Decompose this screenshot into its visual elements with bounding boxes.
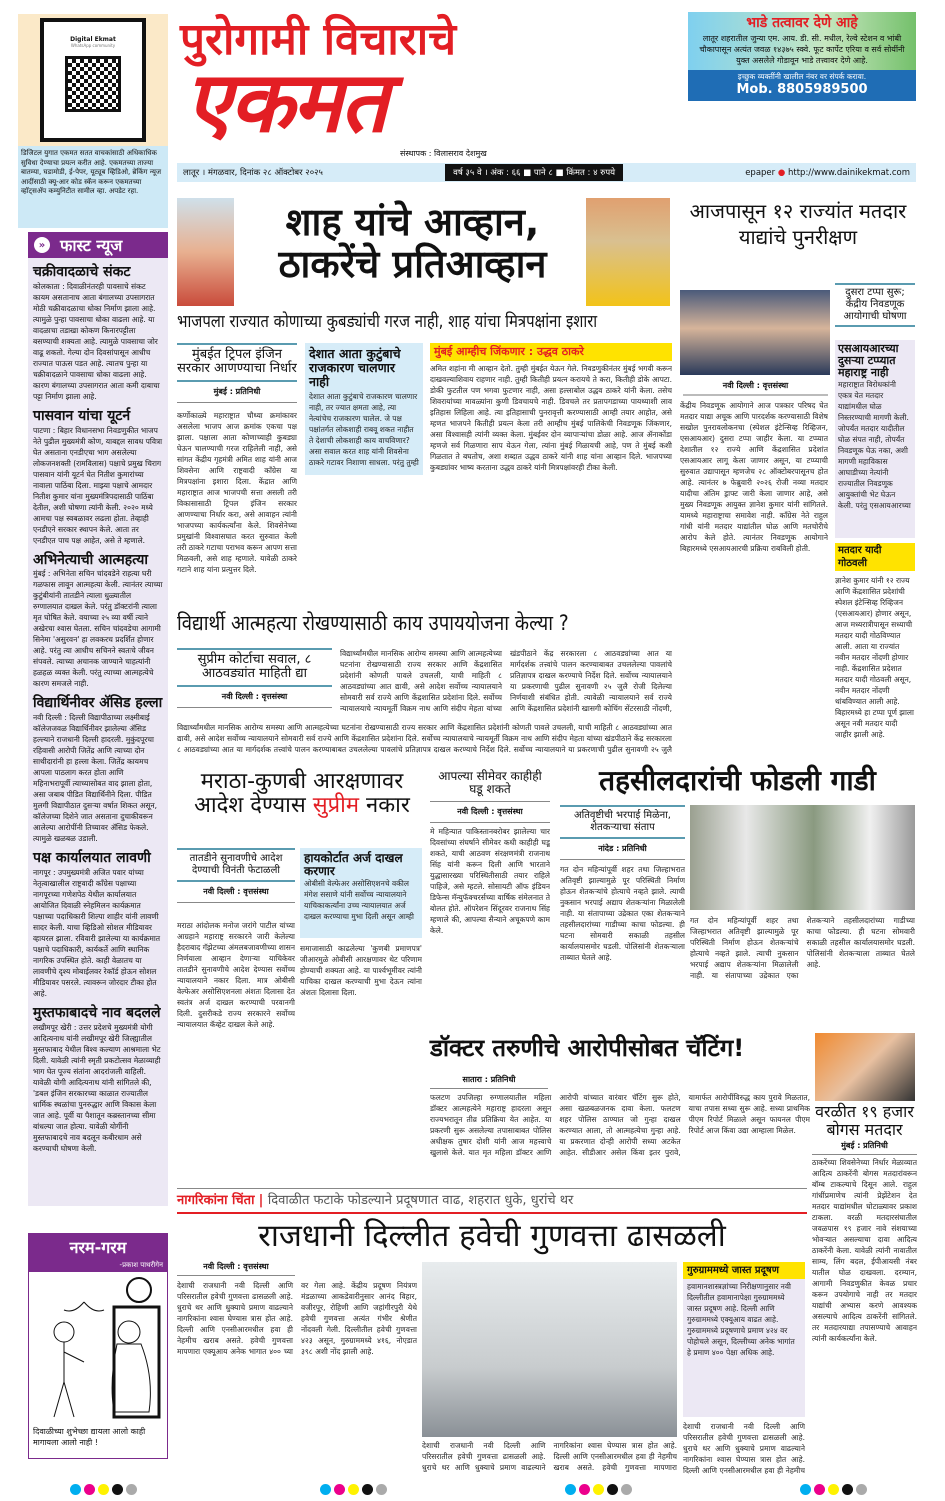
maratha-subhead: तातडीने सुनावणीचे आदेश देण्याची विनंती फेटाळली: [177, 848, 295, 882]
tahsildar-body-2: गत दोन महिन्यांपूर्वी शहर तथा जिल्हाभरात अतिवृष्टी झाल्यामुळे पूर परिस्थिती निर्माण होऊन शेतकऱ्यांचे होत्याचे नव्हते झाले. त्याची नुकसान भरपाई अद्याप शेतकऱ्यांना मिळालेली नाही. या संतापाच्या उद्रेकात एका शेतकऱ्याने तहसीलदारांच्या गाडीच्या काचा फोडल्या. ही घटना सोमवारी सकाळी तहसील कार्यालयासमोर घडली. पोलिसांनी शेतकऱ्याला ताब्यात घेतले आहे.: [690, 916, 915, 980]
student-subhead: सुप्रीम कोर्टाचा सवाल, ८ आठवड्यांत माहिती द्या: [177, 648, 332, 687]
maratha-headline-line1: मराठा-कुणबी आरक्षणावर: [200, 769, 404, 794]
sir-maharashtra-box: [835, 340, 915, 538]
border-dateline: नवी दिल्ली : वृत्तसंस्था: [430, 801, 550, 823]
gurugram-box: [683, 1262, 805, 1417]
sir-kicker: दुसरा टप्पा सुरू; केंद्रीय निवडणूक आयोगाची घोषणा: [835, 283, 915, 327]
news-item: [33, 264, 163, 402]
news-item-text: कोलकाता : दिवाळीनंतरही पावसाचे संकट कायम असतानाच आता बंगालच्या उपसागरात मोठी चक्रीवादळाचा धोका निर्माण झाला आहे. त्यामुळे पुन्हा पावसाचा धोका वाढला आहे. या वादळाचा तडाखा कोकण किनारपट्टीला बसण्याची शक्यता आहे. त्यामुळे पावसाचा जोर वाढू शकतो. गेल्या दोन दिवसांपासून आधीच राज्यात पाऊस पडत आहे. त्यातच पुन्हा या चक्रीवादळाने पावसाचा धोका वाढला आहे. कारण बंगालच्या उपसागरात आता कमी दाबाचा पट्टा निर्माण झाला आहे.: [33, 281, 160, 401]
strap-label: नागरिकांना चिंता: [177, 1193, 255, 1208]
ad-top: [688, 12, 916, 70]
story-triple-engine: [177, 343, 297, 403]
box-title: एसआयआरच्या दुसऱ्या टप्प्यात महाराष्ट्र नाही: [838, 342, 899, 380]
worli-story: [812, 1103, 917, 1443]
registration-marks: [70, 1484, 137, 1495]
maratha-body-2: समाजासाठी काढलेल्या 'कुणबी प्रमाणपत्र' जीआरमुळे ओबीसी आरक्षणावर थेट परिणाम होण्याची शक्यता आहे. या पार्श्वभूमीवर त्यांनी याचिका दाखल करण्याची मुभा देऊन त्यांना अंशतः दिलासा दिला.: [300, 944, 422, 997]
news-item: [33, 408, 163, 546]
pollution-body-3: देशाची राजधानी नवी दिल्ली आणि परिसरातील हवेची गुणवत्ता ढासळली आहे. धुराचे थर आणि धुक्याचे प्रमाण वाढल्याने नागरिकांना श्वास घेण्यास त्रास होत आहे. दिल्ली आणि एनसीआरमधील हवा ही नेहमीच: [683, 1422, 805, 1475]
qr-frame: [40, 18, 146, 142]
doctor-dateline: सातारा : प्रतिनिधी: [430, 1072, 548, 1089]
box-body: हवामानशास्त्रज्ञांच्या निरीक्षणानुसार नवी दिल्लीतील हवामानापेक्षा गुरुग्राममध्ये जास्त प्रदूषण आहे. दिल्ली आणि गुरुग्राममध्ये एक्यूआय वाढत आहे. गुरुग्राममध्ये प्रदूषणाचे प्रमाण ४२४ वर पोहोचले असून, दिल्लीच्या अनेक भागांत हे प्रमाण ४०० पेक्षा अधिक आहे.: [687, 1282, 795, 1357]
vandalised-car-photo: [690, 805, 915, 910]
news-item: [33, 552, 163, 690]
search-icon: ●: [777, 167, 786, 178]
box-title: हायकोर्टात अर्ज दाखल करणार: [304, 851, 403, 879]
sir-headline: आजपासून १२ राज्यांत मतदार याद्यांचे पुनरीक्षण: [689, 199, 907, 249]
worli-headline: वरळीत १९ हजार बोगस मतदार: [815, 1102, 914, 1139]
registration-marks: [800, 1484, 867, 1495]
qr-sub: WhatsApp community: [70, 43, 116, 48]
tahsildar-sub: [560, 805, 685, 1018]
student-body: विद्यार्थ्यांमधील मानसिक आरोग्य समस्या आणि आत्महत्येच्या घटनांना रोखण्यासाठी राज्य सरकार आणि केंद्रशासित प्रदेशांनी कोणती पावले उचलली, याची माहिती ८ आठवड्यांच्या आत द्यावी, असे आदेश सर्वोच्च न्यायालयाने सोमवारी सर्व राज्ये आणि केंद्रशासित प्रदेशांना दिले. सर्वोच्च न्यायालयाचे न्यायमूर्ती विक्रम नाथ आणि संदीप मेहता यांच्या खंडपीठाने केंद्र सरकारला ८ आठवड्यांच्या आत या मार्गदर्शक तत्त्वांचे पालन करण्याबाबत उचललेल्या पावलांचे प्रतिज्ञापत्र दाखल करण्याचे निर्देश दिले. सर्वोच्च न्यायालयाने या प्रकरणाची पुढील सुनावणी २५ जुलै रोजी दिलेल्या निर्णयाशी संबंधित होती. त्यावेळी न्यायालयाने सर्व राज्ये आणि केंद्रशासित प्रदेशांनी खासगी कोचिंग सेंटरसाठी नोंदणी,: [340, 649, 672, 713]
cartoon-header-bar: [29, 1234, 167, 1272]
lead-subhead: भाजपला राज्यात कोणाच्या कुबड्यांची गरज नाही, शाह यांचा मित्रपक्षांना इशारा: [177, 312, 598, 332]
aaditya-thackeray-photo: [815, 1033, 915, 1101]
doctor-body: फलटण उपजिल्हा रुग्णालयातील महिला डॉक्टर आत्महत्येने महाराष्ट्र हादरला असून राज्यभरातून तीव्र प्रतिक्रिया येत आहेत. या प्रकरणी सुरू असलेल्या तपासाबाबत पोलिस अधीक्षक तुषार दोशी यांनी आज महत्त्वाचे खुलासे केले. यात मृत महिला डॉक्टर आणि आरोपी यांच्यात वारंवार चॅटिंग सुरू होते, असा खळबळजनक दावा केला. फलटण शहर पोलिस ठाण्यात जो गुन्हा दाखल करण्यात आला, तो आत्महत्येचा गुन्हा आहे. या प्रकरणात दोन्ही आरोपी सध्या अटकेत आहेत. सीडीआर असेल किंवा इतर पुरावे, यामार्फत आरोपींविरुद्ध काय पुरावे मिळतात, याचा तपास सध्या सुरू आहे. सध्या प्राथमिक पीएम रिपोर्ट मिळाले असून फायनल पीएम रिपोर्ट आज किंवा उद्या आम्हाला मिळेल.: [430, 1093, 810, 1157]
ad-mobile[interactable]: Mob. 8805989500: [736, 82, 868, 97]
pollution-headline: राजधानी दिल्लीत हवेची गुणवत्ता ढासळली: [258, 1218, 726, 1254]
news-item: [33, 695, 163, 844]
box-body: महाराष्ट्रात विरोधकांनी एकत्र येत मतदार याद्यांमधील घोळ निस्तरण्याची मागणी केली. जोपर्यंत मतदार यादीतील घोळ संपत नाही, तोपर्यंत निवडणूक घेऊ नका, अशी मागणी महाविकास आघाडीच्या नेत्यांनी राज्यातील निवडणूक आयुक्तांची भेट घेऊन केली. परंतु एसआयआरच्या: [838, 380, 911, 511]
ad-bottom: [688, 70, 916, 101]
student-body-lead: विद्यार्थ्यांमधील मानसिक आरोग्य समस्या आणि आत्महत्येच्या घटनांना रोखण्यासाठी राज्य सरकार आणि केंद्रशासित प्रदेशांनी कोणती पावले उचलली, याची माहिती ८ आठवड्यांच्या आत द्यावी, असे आदेश सर्वोच्च न्यायालयाने सोमवारी सर्व राज्ये आणि केंद्रशासित प्रदेशांना दिले. सर्वोच्च न्यायालयाचे न्यायमूर्ती विक्रम नाथ आणि संदीप मेहता यांच्या खंडपीठाने केंद्र सरकारला ८ आठवड्यांच्या आत या मार्गदर्शक तत्त्वांचे पालन करण्याबाबत उचललेल्या पावलांचे प्रतिज्ञापत्र दाखल करण्याचे निर्देश दिले. सर्वोच्च न्यायालयाने या प्रकरणाची पुढील सुनावणी २५ जुलै: [177, 723, 672, 754]
highcourt-box: [300, 848, 422, 938]
news-item-text: पाटणा : बिहार विधानसभा निवडणुकीत भाजप नेते पुढील मुख्यमंत्री कोण, याबद्दल सावध पवित्रा घेत असताना एनडीएचा भाग असलेल्या लोकजनशक्ती (रामविलास) पक्षाचे प्रमुख चिराग पासवान यांनी यूटर्न घेत नितीश कुमारांच्या नावाला पाठिंबा दिला. माझ्या पक्षाचे आमदार नितीश कुमार यांना मुख्यमंत्रिपदासाठी पाठिंबा देतील, अशी घोषणा त्यांनी केली. २०२० मध्ये आमचा पक्ष स्वबळावर लढला होता. तेव्हाही एनडीएने सरकार स्थापन केले. आता तर एनडीएत पाच पक्ष आहेत, असे ते म्हणाले.: [33, 425, 163, 545]
gyanesh-kumar-photo: [680, 290, 830, 375]
news-item-text: मुंबई : अभिनेता सचिन चांदवडेने राहत्या घरी गळफास लावून आत्महत्या केली. त्यानंतर त्याच्या कुटुंबीयांनी तातडीने त्याला धुळ्यातील रुग्णालयात दाखल केले. परंतु डॉक्टरांनी त्याला मृत घोषित केले. वयाच्या २५ व्या वर्षी त्याने अखेरचा श्वास घेतला. सचिन चांदवडेचा आगामी सिनेमा 'असुरवन' हा लवकरच प्रदर्शित होणार आहे. परंतु त्या आधीच सचिनने स्वतःचे जीवन संपवले. त्याच्या अचानक जाण्याने चाहत्यांनी हळहळ व्यक्त केली. परंतु त्याच्या आत्महत्येचे कारण समजले नाही.: [33, 569, 163, 689]
box-body: ओबीसी वेल्फेअर असोसिएशनचे वकील मंगेश ससाणे यांनी सर्वोच्च न्यायालयाने याचिकाकर्त्यांना उच्च न्यायालयात अर्ज दाखल करण्याचा मुभा दिली असून आम्ही: [304, 879, 414, 922]
news-item-title: पासवान यांचा यूटर्न: [33, 407, 131, 424]
strap-separator: |: [258, 1193, 268, 1208]
founder-line: संस्थापक : विलासराव देशमुख: [400, 149, 487, 158]
issue-date: लातूर । मंगळवार, दिनांक २८ ऑक्टोबर २०२५: [183, 168, 323, 178]
masthead-logo: एकमत: [185, 53, 387, 151]
story-dateline: मुंबई : प्रतिनिधी: [177, 382, 297, 403]
news-item-text: नागपूर : उपमुख्यमंत्री अजित पवार यांच्या नेतृत्वाखालील राष्ट्रवादी काँग्रेस पक्षाच्या नागपूरच्या गणेशपेठ येथील कार्यालयात आयोजित दिवाळी स्नेहमिलन कार्यक्रमात पक्षाच्या पदाधिकारी शिल्पा शाहीर यांनी लावणी सादर केली. याचा व्हिडिओ सोशल मीडियावर व्हायरल झाला. रविवारी झालेल्या या कार्यक्रमात पक्षाचे पदाधिकारी, कार्यकर्ते आणि स्थानिक नागरिक उपस्थित होते. काही वेळातच या लावणीचे दृश्य मोबाईलवर रेकॉर्ड होऊन सोशल मीडियावर पसरले. त्यावरून जोरदार टीका होत आहे.: [33, 867, 161, 998]
qr-panel: [18, 14, 168, 146]
worli-body: ठाकरेंच्या शिवसेनेच्या निर्धार मेळाव्यात आदित्य ठाकरेंनी बोगस मतदारांवरून बॉम्ब टाकल्याचे दिसून आले. राहुल गांधींप्रमाणेच त्यांनी प्रेझेंटेशन देत मतदार याद्यांमधील घोटाळ्यावर प्रकाश टाकला. वरळी मतदारसंघातील जवळपास १९ हजार नावे संशयाच्या भोवऱ्यात असल्याचा दावा आदित्य ठाकरेंनी केला. यावेळी त्यांनी नावातील साम्य, लिंग बदल, ईपीआयसी नंबर यातील घोळ दाखवला. दरम्यान, आगामी निवडणुकीत केवळ प्रचार करून उपयोगाचे नाही तर मतदार याद्यांची अभ्यास करणे आवश्यक असल्याचे आदित्य ठाकरेंनी सांगितले. तर मतदारयाद्या तपासण्याचे आवाहन त्यांनी कार्यकर्त्यांना केले.: [812, 1158, 917, 1344]
amit-shah-photo: [177, 198, 234, 306]
masthead-tagline: पुरोगामी विचाराचे: [180, 14, 457, 65]
epaper-label: epaper: [745, 167, 776, 178]
registration-marks: [320, 1484, 387, 1495]
fast-news-header: [28, 232, 168, 258]
qr-card: [44, 22, 142, 138]
news-item-title: मुस्तफाबादचे नाव बदलले: [33, 1004, 161, 1021]
border-title: आपल्या सीमेवर काहीही घडू शकते: [438, 769, 542, 797]
headline-highlight: सुप्रीम: [312, 793, 360, 819]
worli-dateline: मुंबई : प्रतिनिधी: [812, 1138, 917, 1155]
story-title: देशात आता कुटुंबाचे राजकारण चालणार नाही: [309, 346, 401, 389]
rental-ad: [688, 12, 916, 101]
dateline-bar: [177, 163, 916, 182]
maratha-sub: [177, 848, 295, 903]
website-url[interactable]: http://www.dainikekmat.com: [788, 167, 910, 178]
cartoon-header: नरम-गरम: [69, 1238, 127, 1257]
border-body: मे महिन्यात पाकिस्तानबरोबर झालेल्या चार दिवसांच्या संघर्षाने सीमेवर कधी काहीही घडू शकते, याची आठवण संरक्षणमंत्री राजनाथ सिंह यांनी करून दिली आणि भारताने युद्धासारख्या परिस्थितीसाठी तयार राहिले पाहिजे, असे म्हटले. सोसायटी ऑफ इंडियन डिफेन्स मॅन्युफॅक्चरर्सच्या वार्षिक संमेलनात ते बोलत होते. ऑपरेशन सिंदूरवर राजनाथ सिंह म्हणाले की, आपल्या सैन्याने अचूकपणे काम केले.: [430, 827, 550, 936]
lead-headline-line2: ठाकरेंचे प्रतिआव्हान: [278, 241, 547, 286]
sir-body: केंद्रीय निवडणूक आयोगाने आज पत्रकार परिषद घेत मतदार याद्या अचूक आणि पारदर्शक करण्यासाठी विशेष सखोल पुनरावलोकनचा (स्पेशल इंटेन्सिव्ह रिव्हिजन, एसआयआर) दुसरा टप्पा जाहीर केला. या टप्प्यात देशातील १२ राज्ये आणि केंद्रशासित प्रदेशांत एसआयआर लागू केला जाणार असून, या टप्प्याची सुरुवात उद्यापासून म्हणजेच २८ ऑक्टोबरपासूनच होत आहे. त्यानंतर ७ फेब्रुवारी २०२६ रोजी नव्या मतदार यादीचा अंतिम ड्राफ्ट जारी केला जाणार आहे, असे मुख्य निवडणूक आयुक्त ज्ञानेश कुमार यांनी सांगितले. यामध्ये महाराष्ट्राचा समावेश नाही. काँग्रेस नेते राहुल गांधी यांनी मतदार याद्यांतील घोळ आणि मतचोरीचे आरोप केले होते. त्यानंतर निवडणूक आयोगाने बिहारमध्ये एसआयआरची प्रक्रिया राबविली होती.: [680, 401, 828, 553]
pollution-strap: [177, 1188, 807, 1214]
headline-part: आदेश देण्यास: [194, 793, 306, 819]
border-story: [430, 770, 550, 1024]
tahsildar-headline: तहसीलदारांची फोडली गाडी: [599, 764, 876, 797]
qr-code-icon[interactable]: [65, 56, 121, 112]
story-body: कर्णोकाळ्ये महाराष्ट्रात चौथ्या क्रमांकावर असलेला भाजप आज क्रमांक एकचा पक्ष झाला. पक्षाला आता कोणाच्याही कुबड्या घेऊन चालण्याची गरज राहिलेली नाही, असे सांगत केंद्रीय गृहमंत्री अमित शाह यांनी आज शिवसेना आणि राष्ट्रवादी काँग्रेस या मित्रपक्षांना इशारा दिला. केंद्रात आणि महाराष्ट्रात आज भाजपची सत्ता असली तरी विकासासाठी ट्रिपल इंजिन सरकार आणण्याचा निर्धार करा, असे आवाहन त्यांनी भाजपच्या कार्यकर्त्यांना केले. शिवसेनेच्या प्रमुखांनी विश्वासघात करत सुरुवात केली तरी ठाकरे गटाचा पराभव करून आपण सत्ता मिळवली, असे शाह म्हणाले. यावेळी ठाकरे गटाने शाह यांना प्रत्युत्तर दिले.: [177, 411, 297, 574]
story-body: देशात आता कुटुंबाचे राजकारण चालणार नाही, तर ज्यात क्षमता आहे, त्या नेत्यांचेच राजकारण चालेल. जे पक्ष पक्षांतर्गत लोकशाही राबवू शकत नाहीत ते देशाची लोकशाही काय वाचविणार? असा सवाल करत शाह यांनी शिवसेना ठाकरे गटावर निशाणा साधला. परंतु तुम्ही: [309, 392, 419, 468]
news-item: [33, 1005, 163, 1154]
pollution-body: देशाची राजधानी नवी दिल्ली आणि परिसरातील हवेची गुणवत्ता ढासळली आहे. धुराचे थर आणि धुक्याचे प्रमाण वाढल्याने नागरिकांना श्वास घेण्यास त्रास होत आहे. दिल्ली आणि एनसीआरमधील हवा ही नेहमीच खराब असते. हवेची गुणवत्ता मापणारा एक्यूआय अनेक भागात ४०० च्या वर गेला आहे. केंद्रीय प्रदूषण नियंत्रण मंडळाच्या आकडेवारीनुसार आनंद विहार, वजीरपूर, रोहिणी आणि जहांगीरपुरी येथे हवेची गुणवत्ता अत्यंत गंभीर श्रेणीत नोंदवली गेली. दिल्लीतील हवेची गुणवत्ता ४२३ असून, गुरुग्राममध्ये ४१६, नोएडात ३९८ अशी नोंद झाली आहे.: [177, 1281, 417, 1356]
lead-headline-line1: शाह यांचे आव्हान,: [285, 200, 540, 244]
lead-headline: [240, 202, 585, 286]
issue-info: वर्ष ३५ वे । अंक : ६६ ■ पाने ८ ■ किंमत : ४ रुपये: [445, 164, 623, 181]
cartoon-caption: दिवाळीच्या शुभेच्छा द्यायला आलो काही मागायला आलो नाही !: [33, 1427, 146, 1447]
headline-part: नकार: [366, 793, 410, 819]
student-sub: [177, 648, 332, 708]
box-title: गुरुग्राममध्ये जास्त प्रदूषण: [683, 1262, 805, 1279]
delhi-smog-photo: [422, 1262, 677, 1437]
registration-marks: [565, 1484, 632, 1495]
news-item-title: विद्यार्थिनीवर ॲसिड हल्ला: [33, 695, 163, 712]
strap-text: दिवाळीत फटाके फोडल्याने प्रदूषणात वाढ, शहरात धुके, धुरांचे थर: [267, 1193, 574, 1208]
news-item-title: पक्ष कार्यालयात लावणी: [33, 850, 151, 867]
story-uddhav: [430, 343, 672, 605]
ad-title: भाडे तत्वावर देणे आहे: [746, 15, 858, 31]
news-item-title: अभिनेत्याची आत्महत्या: [33, 551, 148, 568]
student-headline: विद्यार्थी आत्महत्या रोखण्यासाठी काय उपाययोजना केल्या ?: [177, 611, 569, 635]
voter-list-frozen-body: ज्ञानेश कुमार यांनी १२ राज्य आणि केंद्रशासित प्रदेशांची स्पेशल इंटेन्सिव्ह रिव्हिजन (एसआयआर) होणार असून, आज मध्यरात्रीपासून सध्याची मतदार यादी गोठविण्यात आली. आता या राज्यांत नवीन मतदार नोंदणी होणार नाही. केंद्रशासित प्रदेशात मतदार यादी गोठवली असून, नवीन मतदार नोंदणी थांबविण्यात आली आहे. बिहारमध्ये हा टप्पा पूर्ण झाला असून नवी मतदार यादी जाहीर झाली आहे.: [835, 576, 914, 739]
tahsildar-body: गत दोन महिन्यांपूर्वी शहर तथा जिल्हाभरात अतिवृष्टी झाल्यामुळे पूर परिस्थिती निर्माण होऊन शेतकऱ्यांचे होत्याचे नव्हते झाले. त्याची नुकसान भरपाई अद्याप शेतकऱ्यांना मिळालेली नाही. या संतापाच्या उद्रेकात एका शेतकऱ्याने तहसीलदारांच्या गाडीच्या काचा फोडल्या. ही घटना सोमवारी सकाळी तहसील कार्यालयासमोर घडली. पोलिसांनी शेतकऱ्याला ताब्यात घेतले आहे.: [560, 865, 685, 962]
voter-list-frozen-title: मतदार यादी गोठवली: [835, 543, 915, 571]
cartoon-panel: [28, 1233, 168, 1459]
qr-label: Digital Ekmat: [70, 36, 116, 43]
pollution-body-2: देशाची राजधानी नवी दिल्ली आणि परिसरातील हवेची गुणवत्ता ढासळली आहे. धुराचे थर आणि धुक्याचे प्रमाण वाढल्याने नागरिकांना श्वास घेण्यास त्रास होत आहे. दिल्ली आणि एनसीआरमधील हवा ही नेहमीच खराब असते. हवेची गुणवत्ता मापणारा: [422, 1441, 677, 1472]
maratha-headline-line2: [177, 794, 427, 818]
pollution-dateline: नवी दिल्ली : वृत्तसंस्था: [177, 1262, 295, 1276]
uddhav-thackeray-photo: [586, 198, 670, 306]
doctor-headline: डॉक्टर तरुणीचे आरोपीसोबत चॅटिंग!: [430, 1034, 745, 1062]
maratha-headline: [177, 770, 427, 818]
ad-body: लातूर शहरातील जुन्या एम. आय. डी. सी. मधील, रेल्वे स्टेशन व भांबी चौकापासून अत्यंत जवळ १४३७५ स्क्वे. फूट कार्पेट एरिया व सर्व सोयींनी युक्त असलेले गोडावून भाडे तत्त्वावर देणे आहे.: [699, 34, 905, 65]
story-body: अमित शहांना मी आव्हान देतो. तुम्ही मुंबईत येऊन गेले. निवडणुकीनंतर मुंबई भगवी करून दाखवल्याशिवाय राहणार नाही. तुम्ही कितीही प्रयत्न करायचे ते करा, कितीही डोके आपटा. डोकी फुटतील पण भगवा फुटणार नाही, असा हल्लाबोल उद्धव ठाकरे यांनी केला. तसेच शिवरायांच्या मावळ्यांना कुणी डिवचायचे नाही. डिवचले तर प्रतापगडाच्या पायथ्याशी लाव इतिहास लिहिला आहे. त्या इतिहासाची पुनरावृत्ती करण्यासाठी आम्ही तयार आहोत, असे म्हणत भाजपने कितीही प्रयत्न केला तरी आम्हीच मुंबई पालिकेची निवडणूक जिंकणार, असा विश्वासही त्यांनी व्यक्त केला. मुंबईवर दोन व्यापाऱ्यांचा डोळा आहे. आज ॲनाकोंडा म्हणजे सर्व गिळणारा साप येऊन गेला, त्यांना मुंबई गिळायची आहे, पण ते मुंबई कशी गिळतात ते बघतोच, अशा शब्दात उद्धव ठाकरे यांनी शाह यांना आव्हान दिले. भाजपच्या कुबड्यांवर भाष्य करताना उद्धव ठाकरे यांनी मित्रपक्षांवरही टीका केली.: [430, 364, 672, 472]
fast-news-title: फास्ट न्यूज: [60, 236, 123, 255]
story-title: मुंबईत ट्रिपल इंजिन सरकार आणण्याचा निर्धार: [177, 345, 297, 382]
news-item-text: लखीमपूर खेरी : उत्तर प्रदेशचे मुख्यमंत्री योगी आदित्यनाथ यांनी लखीमपूर खेरी जिल्ह्यातील मुस्तफाबाद येथील विश्व कल्याण आश्रमाला भेट दिली. यावेळी त्यांनी स्मृती प्रकटोत्सव मेळाव्याही भाग घेत पूज्य संतांना आदरांजली वाहिली. यावेळी योगी आदित्यनाथ यांनी सांगितले की, 'डबल इंजिन सरकारच्या काळात राज्यातील धार्मिक स्थळांचा पुनरुद्धार आणि विकास केला जात आहे. पूर्वी या पैशातून कब्रस्तानच्या सीमा बांधल्या जात होत्या. यावेळी योगींनी मुस्तफाबादचे नाव बदलून कबीरधाम असे करण्याची घोषणा केली.: [33, 1022, 161, 1153]
news-item-title: चक्रीवादळाचे संकट: [33, 264, 131, 280]
ad-contact: इच्छुक व्यक्तींनी खालील नंबर वर संपर्क करावा.: [737, 72, 867, 81]
tahsildar-dateline: नांदेड : प्रतिनिधी: [560, 839, 685, 860]
story-family-politics: [305, 343, 423, 475]
cartoon-artist: -प्रकाश पाथरीगेन: [119, 1261, 163, 1269]
qr-description: डिजिटल युगात एकमत सतत वाचकांसाठी अधिकाधिक सुविधा देण्याचा प्रयत्न करीत आहे. एकमतच्या ताज्या बातम्या, घडामोडी, ई-पेपर, यूट्यूब व्हिडिओ, ब्रेकिंग न्यूज आदींसाठी क्यू-आर कोड स्कॅन करून एकमतच्या व्हॉट्सअ‍ॅप कम्युनिटीत सामील व्हा. अपडेट रहा.: [18, 146, 168, 228]
news-item: [33, 850, 163, 999]
cartoon-illustration: [29, 1272, 167, 1422]
tahsildar-subhead: अतिवृष्टीची भरपाई मिळेना, शेतकऱ्याचा संताप: [560, 805, 685, 839]
student-dateline: नवी दिल्ली : वृत्तसंस्था: [177, 687, 332, 708]
maratha-dateline: नवी दिल्ली : वृत्तसंस्था: [177, 882, 295, 903]
sir-dateline: नवी दिल्ली : वृत्तसंस्था: [683, 381, 828, 396]
epaper-link[interactable]: [745, 168, 910, 178]
story-title: मुंबई आम्हीच जिंकणार : उद्धव ठाकरे: [430, 343, 672, 361]
fast-news-list: [28, 258, 168, 1206]
maratha-body: मराठा आंदोलक मनोज जरांगे पाटील यांच्या आग्रहाने महाराष्ट्र सरकारने जारी केलेल्या हैदराबाद गॅझेटच्या अंमलबजावणीच्या शासन निर्णयाला आव्हान देणाऱ्या याचिकेवर तातडीने सुनावणीचे आदेश देण्यास सर्वोच्च न्यायालयाने नकार दिला. मात्र ओबीसी वेल्फेअर असोसिएशनला अंशतः दिलासा देत स्वतंत्र अर्ज दाखल करण्याची परवानगी दिली. दुसरीकडे राज्य सरकारने सर्वोच्च न्यायालयात कॅव्हेट दाखल केले आहे.: [177, 921, 295, 1029]
chevron-down-icon: »: [34, 237, 50, 253]
news-item-text: नवी दिल्ली : दिल्ली विद्यापीठाच्या लक्ष्मीबाई कॉलेजजवळ विद्यार्थिनीवर झालेल्या ॲसिड हल्ल्याने राजधानी दिल्ली हादरली. मुकुंदपूरचा रहिवासी आरोपी जितेंद्र आणि त्याच्या दोन साथीदारांनी हा हल्ला केला. जितेंद्र कायमच आपला पाठलाग करत होता आणि महिनाभरापूर्वी त्याच्यासोबत वाद झाला होता, असा जबाब पीडित विद्यार्थिनीने दिला. पीडित मुलगी विद्यापीठात दुसऱ्या वर्षात शिकत असून, कॉलेजच्या दिशेने जात असताना दुचाकीवरून आलेल्या आरोपींनी तिच्यावर ॲसिड फेकले. त्यामुळे खळबळ उडाली.: [33, 713, 158, 844]
